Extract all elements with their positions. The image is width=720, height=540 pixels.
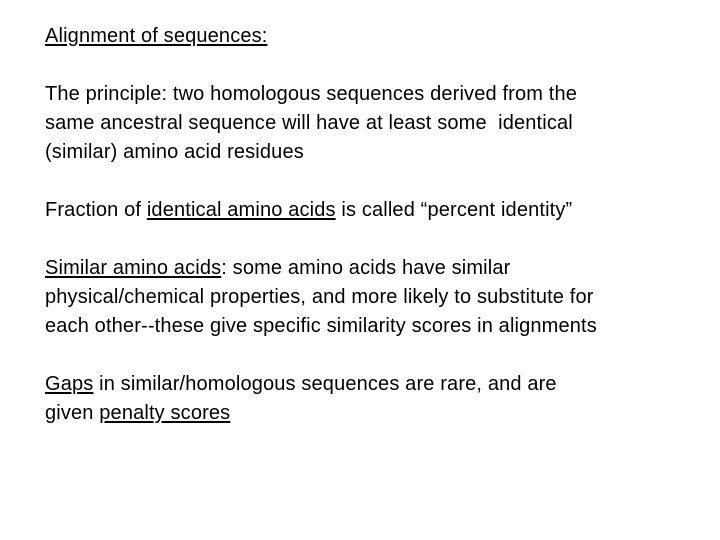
principle-line-2: same ancestral sequence will have at least some identical [45,112,573,134]
similar-line-1-rest: : some amino acids have similar [221,257,511,279]
similar-amino-acids-term: Similar amino acids [45,257,222,279]
gaps-term: Gaps [45,373,94,395]
gaps-line-1 [45,370,705,399]
principle-line-1: The principle: two homologous sequences derived from the [45,83,578,105]
slide-title [45,22,705,51]
similar-line-3: each other--these give specific similarity scores in alignments [45,315,597,337]
percent-identity-paragraph [45,196,705,225]
gaps-line-2-before: given [45,402,100,424]
principle-line-3: (similar) amino acid residues [45,141,304,163]
similar-amino-acids-paragraph [45,254,705,341]
title-text: Alignment of sequences: [45,25,268,47]
gaps-line-1-rest: in similar/homologous sequences are rare, and are [93,373,557,395]
slide-content [45,22,705,457]
principle-paragraph [45,80,705,167]
percent-identity-before: Fraction of [45,199,147,221]
similar-line-1 [45,254,705,283]
gaps-line-2 [45,399,705,428]
identical-amino-acids-term: identical amino acids [146,199,336,221]
percent-identity-after: is called “percent identity” [335,199,573,221]
penalty-scores-term: penalty scores [99,402,231,424]
gaps-paragraph [45,370,705,428]
similar-line-2: physical/chemical properties, and more likely to substitute for [45,286,594,308]
